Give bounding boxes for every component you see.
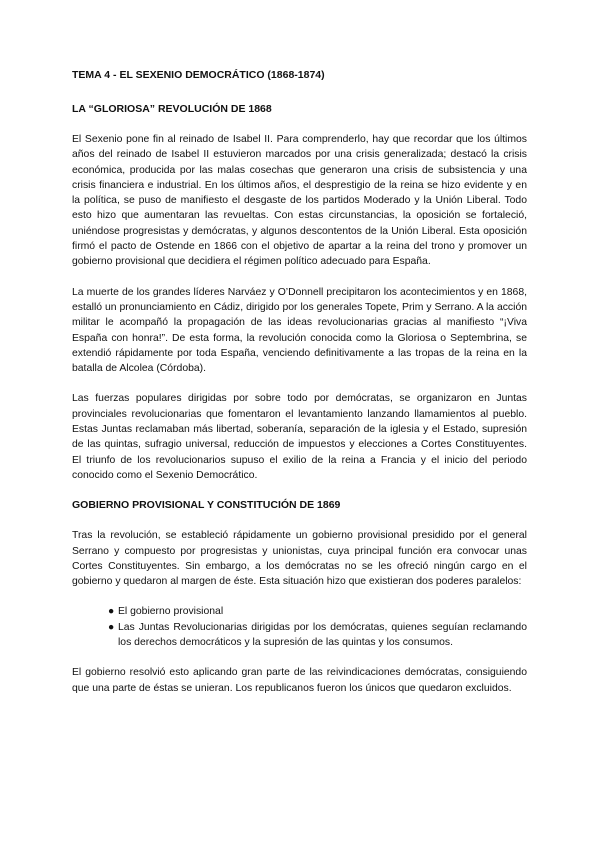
paragraph: El Sexenio pone fin al reinado de Isabel II. Para comprenderlo, hay que recordar que los últimos años del reinado de Isabel II estuvieron marcados por una crisis generalizada; destacó la crisis económica, producida por las malas cosechas que generaron una crisis de subsistencia y una crisis financiera e industrial. En los últimos años, el desprestigio de la reina se hizo evidente y en la política, se puso de manifiesto el desgaste de los partidos Moderado y la Unión Liberal. Todo esto hizo que aumentaran las revueltas. Con estas circunstancias, la oposición se fortaleció, uniéndose progresistas y demócratas, y algunos descontentos de la Unión Liberal. Esta oposición firmó el pacto de Ostende en 1866 con el objetivo de apartar a la reina del trono y promover un gobierno provisional que decidiera el régimen político adecuado para España. [72,134,527,268]
list-item [108,604,527,619]
bullet-icon: ● [108,606,115,618]
paragraph: Las fuerzas populares dirigidas por sobre todo por demócratas, se organizaron en Juntas provinciales revolucionarias que fomentaron el levantamiento lanzando llamamientos al pueblo. Estas Juntas reclamaban más libertad, soberanía, separación de la iglesia y el Estado, supresión de las quintas, sufragio universal, reducción de impuestos y elecciones a Cortes Constituyentes. El triunfo de los revolucionarios supuso el exilio de la reina a Francia y el inicio del periodo conocido como el Sexenio Democrático. [72,393,527,481]
bullet-icon: ● [108,621,115,633]
list-item [108,620,527,651]
list-item-text: Las Juntas Revolucionarias dirigidas por los demócratas, quienes seguían reclamando los derechos democráticos y la supresión de las quintas y los consumos. [118,621,527,649]
paragraph: El gobierno resolvió esto aplicando gran parte de las reivindicaciones demócratas, consiguiendo que una parte de éstas se unieran. Los republicanos fueron los únicos que quedaron excluidos. [72,667,527,694]
section-title-gloriosa: LA “GLORIOSA” REVOLUCIÓN DE 1868 [72,103,272,115]
document-title: TEMA 4 - EL SEXENIO DEMOCRÁTICO (1868-1874) [72,69,325,81]
paragraph: La muerte de los grandes líderes Narváez y O’Donnell precipitaron los acontecimientos y en 1868, estalló un pronunciamiento en Cádiz, dirigido por los generales Topete, Prim y Serrano. A la acción militar le acompañó la propagación de las ideas revolucionarias gracias al manifiesto “¡Viva España con honra!”. De esta forma, la revolución conocida como la Gloriosa o Septembrina, se extendió rápidamente por toda España, venciendo definitivamente a las tropas de la reina en la batalla de Alcolea (Córdoba). [72,286,527,375]
paragraph: Tras la revolución, se estableció rápidamente un gobierno provisional presidido por el general Serrano y compuesto por progresistas y unionistas, cuya principal función era convocar unas Cortes Constituyentes. Sin embargo, a los demócratas no se les ofreció ningún cargo en el gobierno y quedaron al margen de éste. Esta situación hizo que existieran dos poderes paralelos: [72,530,527,588]
bullet-list [72,604,527,650]
section-title-gobierno-provisional: GOBIERNO PROVISIONAL Y CONSTITUCIÓN DE 1869 [72,499,341,512]
list-item-text: El gobierno provisional [118,606,224,618]
